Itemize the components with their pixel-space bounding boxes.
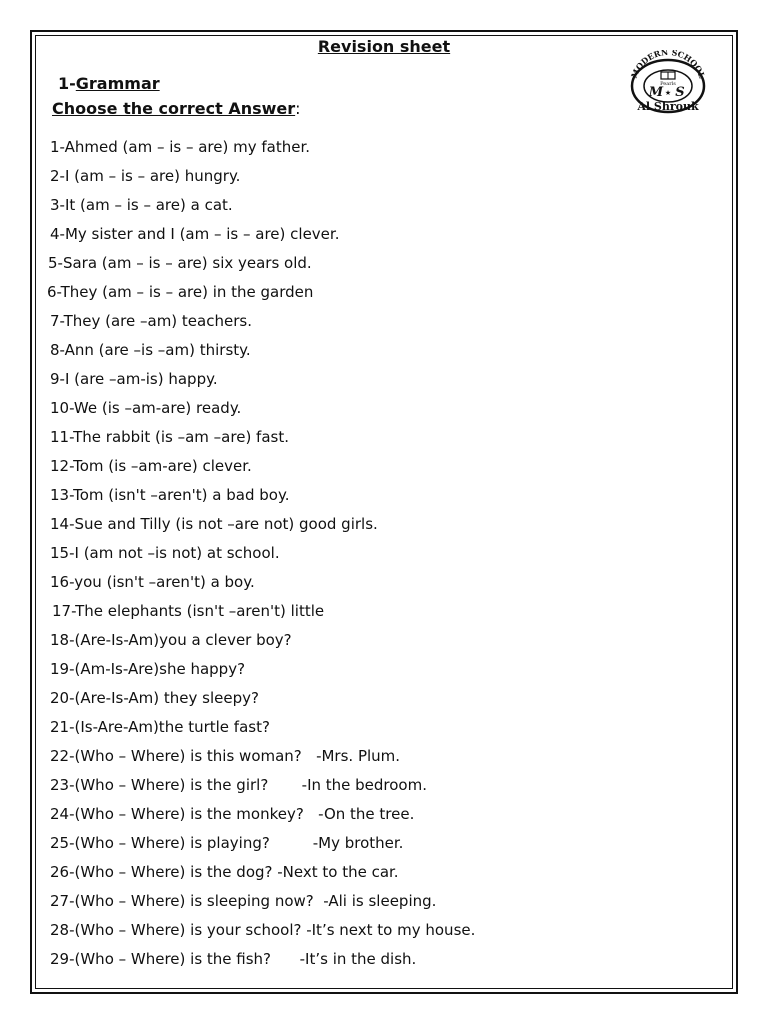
question-item: 5-Sara (am – is – are) six years old. (48, 254, 312, 272)
question-item: 8-Ann (are –is –am) thirsty. (50, 341, 251, 359)
question-item: 15-I (am not –is not) at school. (50, 544, 280, 562)
question-item: 13-Tom (isn't –aren't) a bad boy. (50, 486, 290, 504)
question-item: 12-Tom (is –am-are) clever. (50, 457, 252, 475)
section-title: Grammar (75, 74, 160, 93)
question-item: 22-(Who – Where) is this woman? -Mrs. Plum. (50, 747, 401, 765)
seal-arc-text: MODERN SCHOOL (628, 50, 708, 80)
question-item: 26-(Who – Where) is the dog? -Next to the car. (50, 863, 399, 881)
question-item: 16-you (isn't –aren't) a boy. (50, 573, 255, 591)
seal-monogram-right: S (675, 85, 685, 100)
question-item: 23-(Who – Where) is the girl? -In the bedroom. (50, 776, 427, 794)
instruction (52, 99, 301, 118)
seal-monogram-left: M (648, 85, 664, 100)
question-list (0, 133, 768, 974)
question-item: 18-(Are-Is-Am)you a clever boy? (50, 631, 292, 649)
section-number: 1- (58, 74, 76, 93)
question-item: 6-They (am – is – are) in the garden (47, 283, 314, 301)
instruction-text: Choose the correct Answer (52, 99, 296, 118)
question-item: 1-Ahmed (am – is – are) my father. (50, 138, 311, 156)
question-item: 28-(Who – Where) is your school? -It’s next to my house. (50, 921, 476, 939)
seal-bottom-text: Al Shrouk (637, 100, 699, 113)
seal-inner-text: Pearls (660, 81, 676, 87)
instruction-colon: : (295, 99, 301, 118)
question-item: 4-My sister and I (am – is – are) clever. (50, 225, 340, 243)
question-item: 21-(Is-Are-Am)the turtle fast? (50, 718, 270, 736)
section-heading (58, 74, 160, 93)
question-item: 7-They (are –am) teachers. (50, 312, 252, 330)
question-item: 19-(Am-Is-Are)she happy? (50, 660, 246, 678)
question-item: 29-(Who – Where) is the fish? -It’s in the dish. (50, 950, 417, 968)
sheet-title: Revision sheet (317, 37, 451, 56)
school-seal-icon (625, 50, 711, 114)
question-item: 17-The elephants (isn't –aren't) little (52, 602, 325, 620)
question-item: 3-It (am – is – are) a cat. (50, 196, 233, 214)
question-item: 27-(Who – Where) is sleeping now? -Ali is sleeping. (50, 892, 437, 910)
question-item: 24-(Who – Where) is the monkey? -On the tree. (50, 805, 415, 823)
question-item: 25-(Who – Where) is playing? -My brother. (50, 834, 404, 852)
question-item: 20-(Are-Is-Am) they sleepy? (50, 689, 259, 707)
question-item: 11-The rabbit (is –am –are) fast. (50, 428, 289, 446)
question-item: 2-I (am – is – are) hungry. (50, 167, 241, 185)
svg-text:★: ★ (664, 89, 672, 97)
question-item: 14-Sue and Tilly (is not –are not) good girls. (50, 515, 378, 533)
question-item: 9-I (are –am-is) happy. (50, 370, 218, 388)
question-item: 10-We (is –am-are) ready. (50, 399, 242, 417)
